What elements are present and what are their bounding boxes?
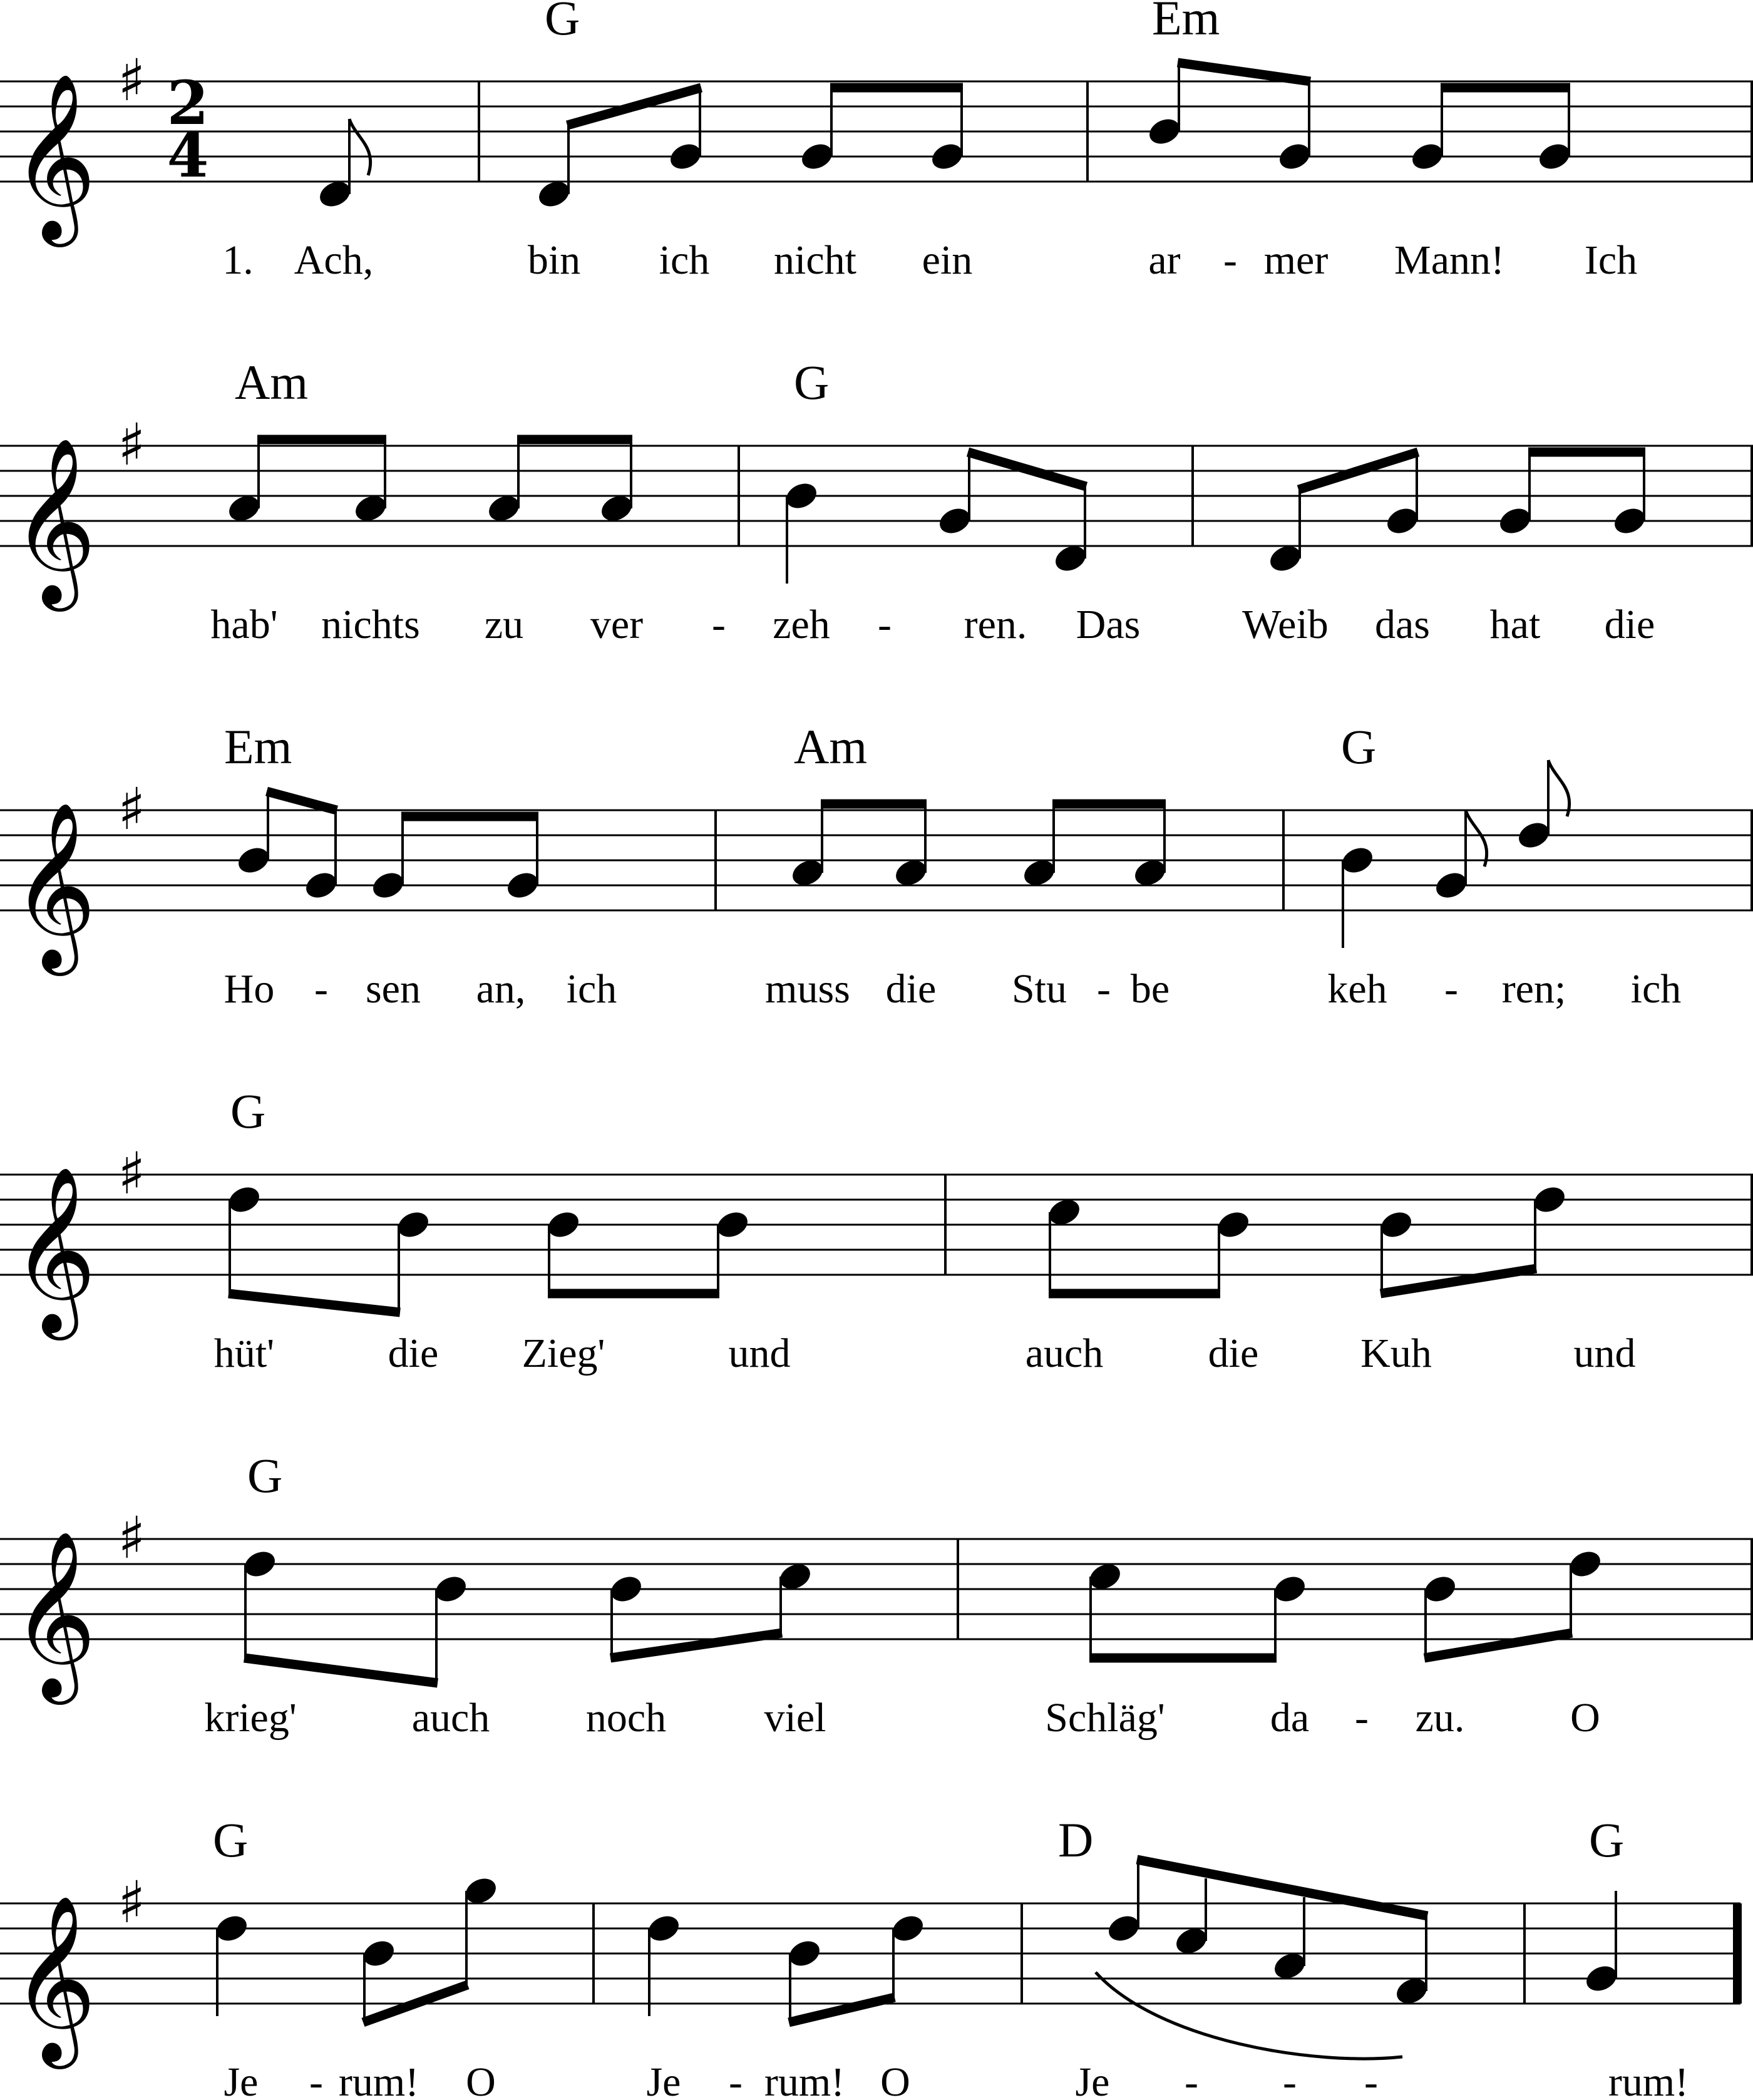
lyric-syllable: Ho bbox=[224, 966, 275, 1012]
lyric-syllable: nicht bbox=[774, 237, 856, 283]
lyric-syllable: Das bbox=[1076, 602, 1141, 647]
lyric-syllable: O bbox=[880, 2059, 910, 2100]
staff-system bbox=[0, 1869, 1740, 2069]
slur bbox=[1096, 1972, 1402, 2059]
lyric-syllable: be bbox=[1130, 966, 1170, 1012]
treble-clef-icon: 𝄞 bbox=[11, 73, 96, 240]
lyric-syllable: Stu bbox=[1011, 966, 1067, 1012]
lyric-syllable: Weib bbox=[1242, 602, 1329, 647]
note-beam bbox=[968, 452, 1086, 486]
lyric-syllable: Je bbox=[1075, 2059, 1110, 2100]
staff-system bbox=[0, 1505, 1753, 1705]
lyric-hyphen: - bbox=[1444, 966, 1458, 1012]
lyric-syllable: bin bbox=[527, 237, 581, 283]
lyric-syllable: da bbox=[1270, 1695, 1310, 1741]
lyric-syllable: an, bbox=[476, 966, 526, 1012]
lyric-syllable: die bbox=[885, 966, 937, 1012]
lyric-syllable: Je bbox=[224, 2059, 259, 2100]
lyric-syllable: zeh bbox=[773, 602, 830, 647]
note-beam bbox=[1380, 1269, 1536, 1294]
lyric-syllable: die bbox=[388, 1331, 439, 1376]
lyric-hyphen: - bbox=[314, 966, 328, 1012]
chord-symbol: Am bbox=[794, 719, 867, 774]
lyric-syllable: Mann! bbox=[1394, 237, 1504, 283]
lyric-syllable: die bbox=[1604, 602, 1655, 647]
lyric-syllable: ar bbox=[1148, 237, 1181, 283]
note-flag bbox=[1466, 810, 1487, 867]
treble-clef-icon: 𝄞 bbox=[11, 1530, 96, 1697]
lyric-syllable: ich bbox=[566, 966, 617, 1012]
chord-symbol: G bbox=[1589, 1813, 1625, 1867]
lyric-syllable: die bbox=[1208, 1331, 1259, 1376]
lyric-syllable: auch bbox=[1025, 1331, 1104, 1376]
lyric-syllable: O bbox=[466, 2059, 496, 2100]
chord-symbol: G bbox=[247, 1448, 283, 1503]
lyric-hyphen: - bbox=[1355, 1695, 1369, 1741]
sharp-icon: ♯ bbox=[118, 47, 146, 114]
time-signature-bottom: 4 bbox=[167, 120, 209, 191]
lyric-syllable: keh bbox=[1327, 966, 1387, 1012]
staff-system bbox=[0, 1140, 1753, 1341]
lyric-syllable: zu. bbox=[1415, 1695, 1465, 1741]
lyric-hyphen: - bbox=[878, 602, 892, 647]
chord-symbol: Em bbox=[224, 719, 292, 774]
lyric-hyphen: - bbox=[1223, 237, 1237, 283]
lyric-hyphen: - bbox=[1364, 2059, 1378, 2100]
note-beam bbox=[1137, 1860, 1427, 1916]
lyric-syllable: ich bbox=[659, 237, 710, 283]
lyric-hyphen: - bbox=[1097, 966, 1111, 1012]
chord-symbol: D bbox=[1058, 1813, 1094, 1867]
chord-symbol: G bbox=[230, 1084, 266, 1138]
chord-symbol: G bbox=[213, 1813, 249, 1867]
chord-symbol: G bbox=[545, 0, 580, 45]
lyric-syllable: sen bbox=[366, 966, 421, 1012]
lyric-syllable: hüt' bbox=[213, 1331, 275, 1376]
treble-clef-icon: 𝄞 bbox=[11, 437, 96, 604]
lyric-syllable: noch bbox=[585, 1695, 667, 1741]
lyric-syllable: auch bbox=[411, 1695, 490, 1741]
lyric-syllable: ein bbox=[922, 237, 973, 283]
lyric-syllable: Je bbox=[646, 2059, 681, 2100]
lyric-hyphen: - bbox=[712, 602, 726, 647]
sharp-icon: ♯ bbox=[118, 1869, 146, 1936]
lyric-syllable: ren; bbox=[1501, 966, 1566, 1012]
lyric-syllable: nichts bbox=[321, 602, 420, 647]
lyric-syllable: Schläg' bbox=[1045, 1695, 1165, 1741]
note-beam bbox=[1424, 1633, 1572, 1658]
lyric-syllable: mer bbox=[1263, 237, 1329, 283]
lyric-syllable: Kuh bbox=[1360, 1331, 1432, 1376]
treble-clef-icon: 𝄞 bbox=[11, 801, 96, 969]
chord-symbol: Am bbox=[235, 355, 308, 409]
note-beam bbox=[1178, 63, 1310, 81]
sharp-icon: ♯ bbox=[118, 1505, 146, 1572]
lyric-syllable: das bbox=[1375, 602, 1430, 647]
lyric-syllable: ich bbox=[1630, 966, 1682, 1012]
lyric-hyphen: - bbox=[1283, 2059, 1297, 2100]
lyric-syllable: ren. bbox=[964, 602, 1027, 647]
sharp-icon: ♯ bbox=[118, 1140, 146, 1207]
lyric-syllable: und bbox=[1573, 1331, 1636, 1376]
treble-clef-icon: 𝄞 bbox=[11, 1895, 96, 2062]
lyric-hyphen: - bbox=[729, 2059, 743, 2100]
treble-clef-icon: 𝄞 bbox=[11, 1166, 96, 1333]
lyric-syllable: hab' bbox=[210, 602, 278, 647]
sharp-icon: ♯ bbox=[118, 411, 146, 478]
lyric-syllable: krieg' bbox=[204, 1695, 297, 1741]
note-beam bbox=[789, 1997, 895, 2022]
note-beam bbox=[267, 791, 337, 810]
chord-symbol: G bbox=[794, 355, 830, 409]
lyric-syllable: muss bbox=[765, 966, 850, 1012]
lyric-syllable: O bbox=[1570, 1695, 1600, 1741]
chord-symbol: Em bbox=[1152, 0, 1220, 45]
sharp-icon: ♯ bbox=[118, 776, 146, 843]
lyric-syllable: hat bbox=[1489, 602, 1541, 647]
lyric-syllable: 1. bbox=[222, 237, 254, 283]
lyric-syllable: zu bbox=[484, 602, 524, 647]
note-beam bbox=[229, 1294, 400, 1312]
lyric-syllable: Ich bbox=[1584, 237, 1638, 283]
note-flag bbox=[1548, 760, 1570, 816]
lyric-syllable: rum! bbox=[1608, 2059, 1689, 2100]
note-flag bbox=[349, 119, 371, 175]
lyric-syllable: rum! bbox=[338, 2059, 419, 2100]
note-beam bbox=[610, 1633, 782, 1658]
chord-symbol: G bbox=[1341, 719, 1377, 774]
staff-system bbox=[0, 47, 1753, 247]
time-signature-top: 2 bbox=[167, 68, 209, 138]
lyric-syllable: ver bbox=[590, 602, 644, 647]
lyric-syllable: Ach, bbox=[294, 237, 374, 283]
lyric-syllable: Zieg' bbox=[522, 1331, 605, 1376]
lyric-syllable: viel bbox=[764, 1695, 826, 1741]
lyric-syllable: und bbox=[728, 1331, 791, 1376]
lyric-hyphen: - bbox=[309, 2059, 323, 2100]
note-beam bbox=[244, 1658, 438, 1683]
lyric-hyphen: - bbox=[1185, 2059, 1198, 2100]
final-barline bbox=[1733, 1903, 1742, 2004]
lyric-syllable: rum! bbox=[764, 2059, 845, 2100]
